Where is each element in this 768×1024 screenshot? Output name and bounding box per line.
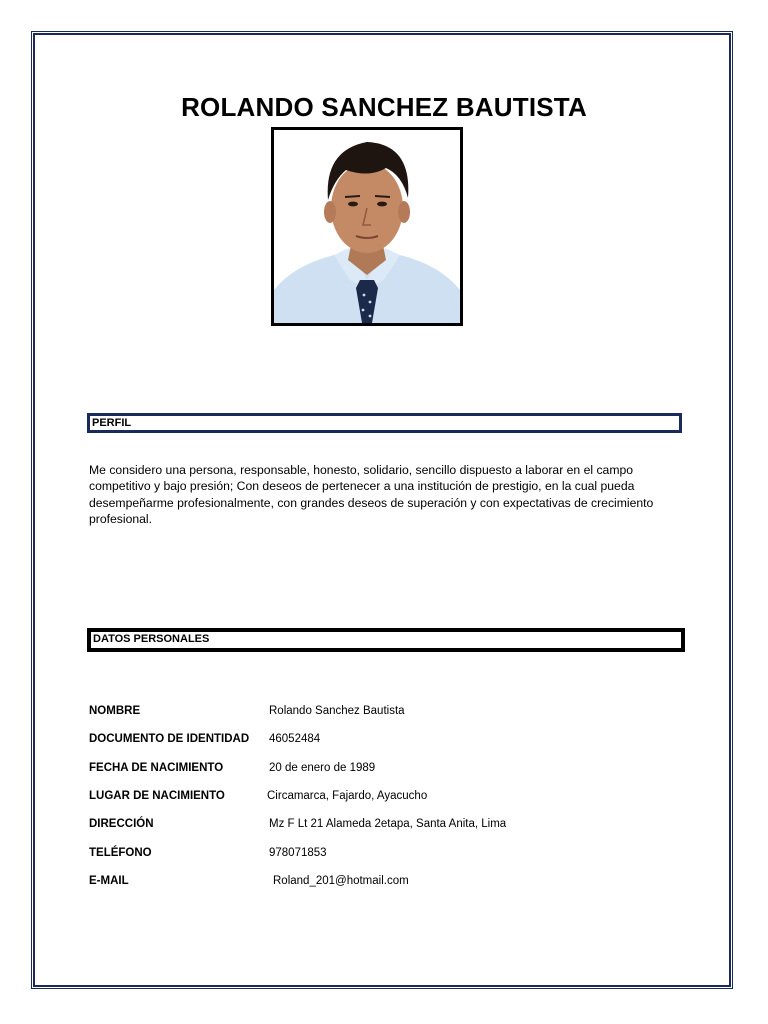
data-row-nombre bbox=[89, 705, 709, 723]
perfil-description: Me considero una persona, responsable, honesto, solidario, sencillo dispuesto a laborar en el campo competitivo y bajo presión; Con deseos de pertenecer a una institución de prestigio, en la cual pueda desempeñarme profesionalmente, con grandes deseos de superación y con expectativas de crecimiento profesional. bbox=[89, 463, 654, 527]
data-value: 46052484 bbox=[269, 733, 321, 745]
page-title: ROLANDO SANCHEZ BAUTISTA bbox=[181, 92, 587, 122]
person-portrait-icon bbox=[274, 130, 460, 323]
data-value: Mz F Lt 21 Alameda 2etapa, Santa Anita, Lima bbox=[269, 818, 507, 830]
data-value: 978071853 bbox=[269, 847, 327, 859]
profile-photo bbox=[271, 127, 463, 326]
datos-personales-heading: DATOS PERSONALES bbox=[87, 628, 685, 652]
data-label: LUGAR DE NACIMIENTO bbox=[89, 790, 225, 802]
data-row-fecha-nacimiento bbox=[89, 762, 709, 780]
data-label: DIRECCIÓN bbox=[89, 818, 154, 830]
data-label: DOCUMENTO DE IDENTIDAD bbox=[89, 733, 250, 745]
data-value: Circamarca, Fajardo, Ayacucho bbox=[267, 790, 428, 802]
perfil-heading: PERFIL bbox=[87, 413, 682, 433]
data-label: E-MAIL bbox=[89, 875, 129, 887]
data-row-direccion bbox=[89, 818, 709, 836]
data-value: Rolando Sanchez Bautista bbox=[269, 705, 405, 717]
data-row-telefono bbox=[89, 847, 709, 865]
data-row-email bbox=[89, 875, 709, 893]
data-label: FECHA DE NACIMIENTO bbox=[89, 762, 224, 774]
data-label: NOMBRE bbox=[89, 705, 141, 717]
data-row-documento bbox=[89, 733, 709, 751]
data-row-lugar-nacimiento bbox=[89, 790, 709, 808]
data-value: Roland_201@hotmail.com bbox=[273, 875, 409, 887]
data-label: TELÉFONO bbox=[89, 847, 152, 859]
data-value: 20 de enero de 1989 bbox=[269, 762, 376, 774]
